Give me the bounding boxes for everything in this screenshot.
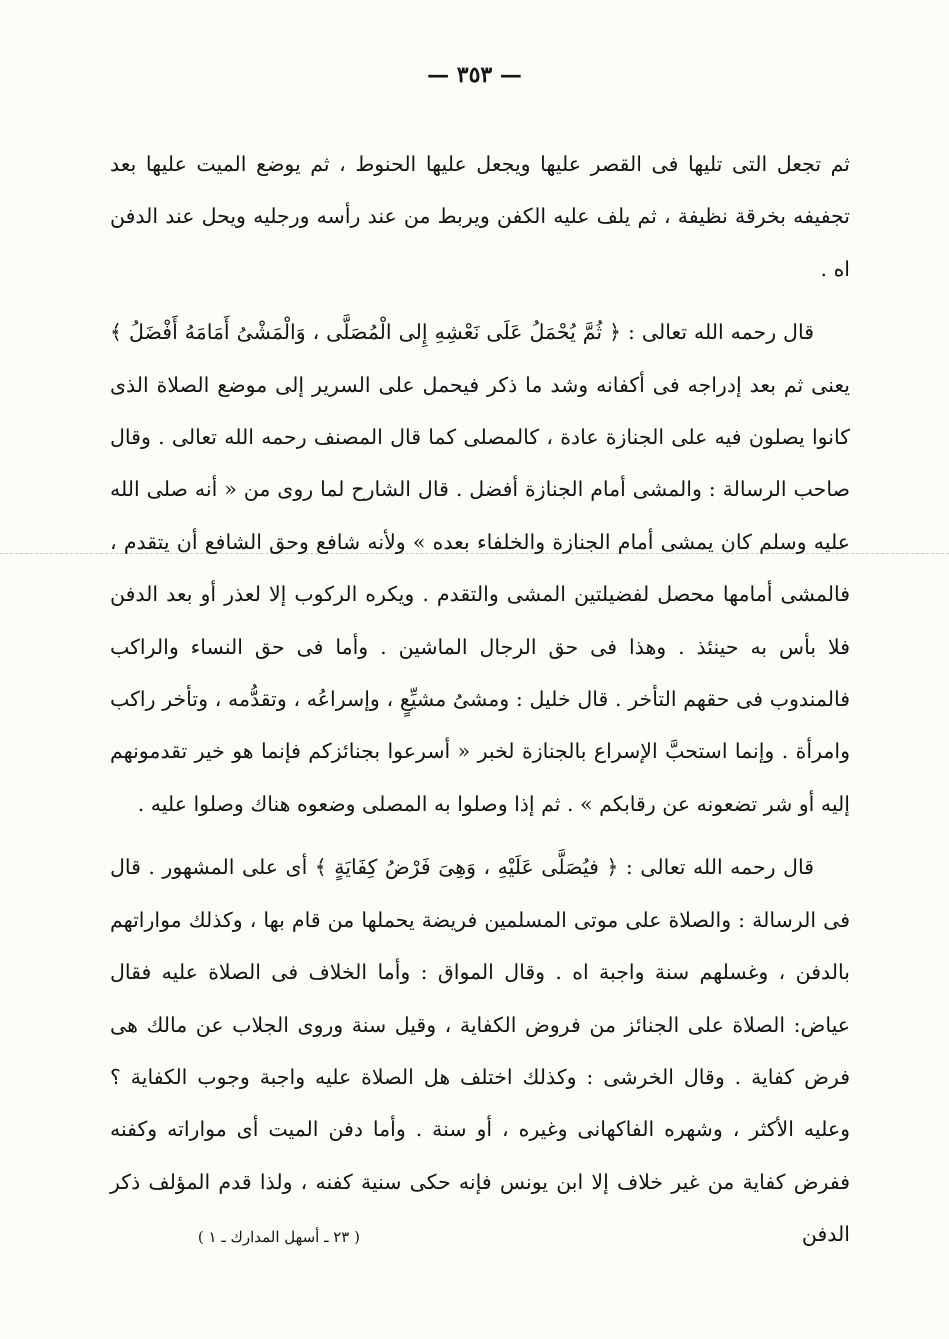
page-number: — ٣٥٣ — xyxy=(427,62,522,88)
paragraph: قال رحمه الله تعالى : ﴿ فيُصَلَّى عَلَيْهِ ، وَهِىَ فَرْضُ كِفَايَةٍ ﴾ أى على المشهور . قال فى الرسالة : والصلاة على موتى المسلمين فريضة يحملها من قام بها ، وكذلك مواراتهم بالدفن ، وغسلهم سنة واجبة اه . وقال المواق : وأما الخلاف فى الصلاة عليه فقال عياض: الصلاة على الجنائز من فروض الكفاية ، وقيل سنة وروى الجلاب عن مالك هى فرض كفاية . وقال الخرشى : وكذلك اختلف هل الصلاة عليه واجبة وجوب الكفاية ؟ وعليه الأكثر ، وشهره الفاكهانى وغيره ، أو سنة . وأما دفن الميت أى مواراته وكفنه ففرض كفاية من غير خلاف إلا ابن يونس فإنه حكى سنية كفنه ، ولذا قدم المؤلف ذكر الدفن xyxy=(110,855,850,1247)
body-text xyxy=(110,138,850,1261)
paragraph: ثم تجعل التى تليها فى القصر عليها ويجعل عليها الحنوط ، ثم يوضع الميت عليها بعد تجفيفه بخرقة نظيفة ، ثم يلف عليه الكفن ويربط من عند رأسه ورجليه ويحل عند الدفن اه . xyxy=(110,152,850,281)
paragraph: قال رحمه الله تعالى : ﴿ ثُمَّ يُحْمَلُ عَلَى نَعْشِهِ إِلى الْمُصَلَّى ، وَالْمَشْىُ أَمَامَهُ أَفْضَلُ ﴾ يعنى ثم بعد إدراجه فى أكفانه وشد ما ذكر فيحمل على السرير إلى موضع الصلاة الذى كانوا يصلون فيه على الجنازة عادة ، كالمصلى كما قال المصنف رحمه الله تعالى . وقال صاحب الرسالة : والمشى أمام الجنازة أفضل . قال الشارح لما روى من « أنه صلى الله عليه وسلم كان يمشى أمام الجنازة والخلفاء بعده » ولأنه شافع وحق الشافع أن يتقدم ، فالمشى أمامها محصل لفضيلتين المشى والتقدم . ويكره الركوب إلا لعذر أو بعد الدفن فلا بأس به حينئذ . وهذا فى حق الرجال الماشين . وأما فى حق النساء والراكب فالمندوب فى حقهم التأخر . قال خليل : ومشىُ مشيِّعٍ ، وإسراعُه ، وتقدُّمه ، وتأخر راكب وامرأة . وإنما استحبَّ الإسراع بالجنازة لخبر « أسرعوا بجنائزكم فإنما هو خير تقدمونهم إليه أو شر تضعونه عن رقابكم » . ثم إذا وصلوا به المصلى وضعوه هناك وصلوا عليه . xyxy=(110,320,850,816)
footer-signature: ( ٢٣ ـ أسهل المدارك ـ ١ ) xyxy=(197,1228,360,1246)
